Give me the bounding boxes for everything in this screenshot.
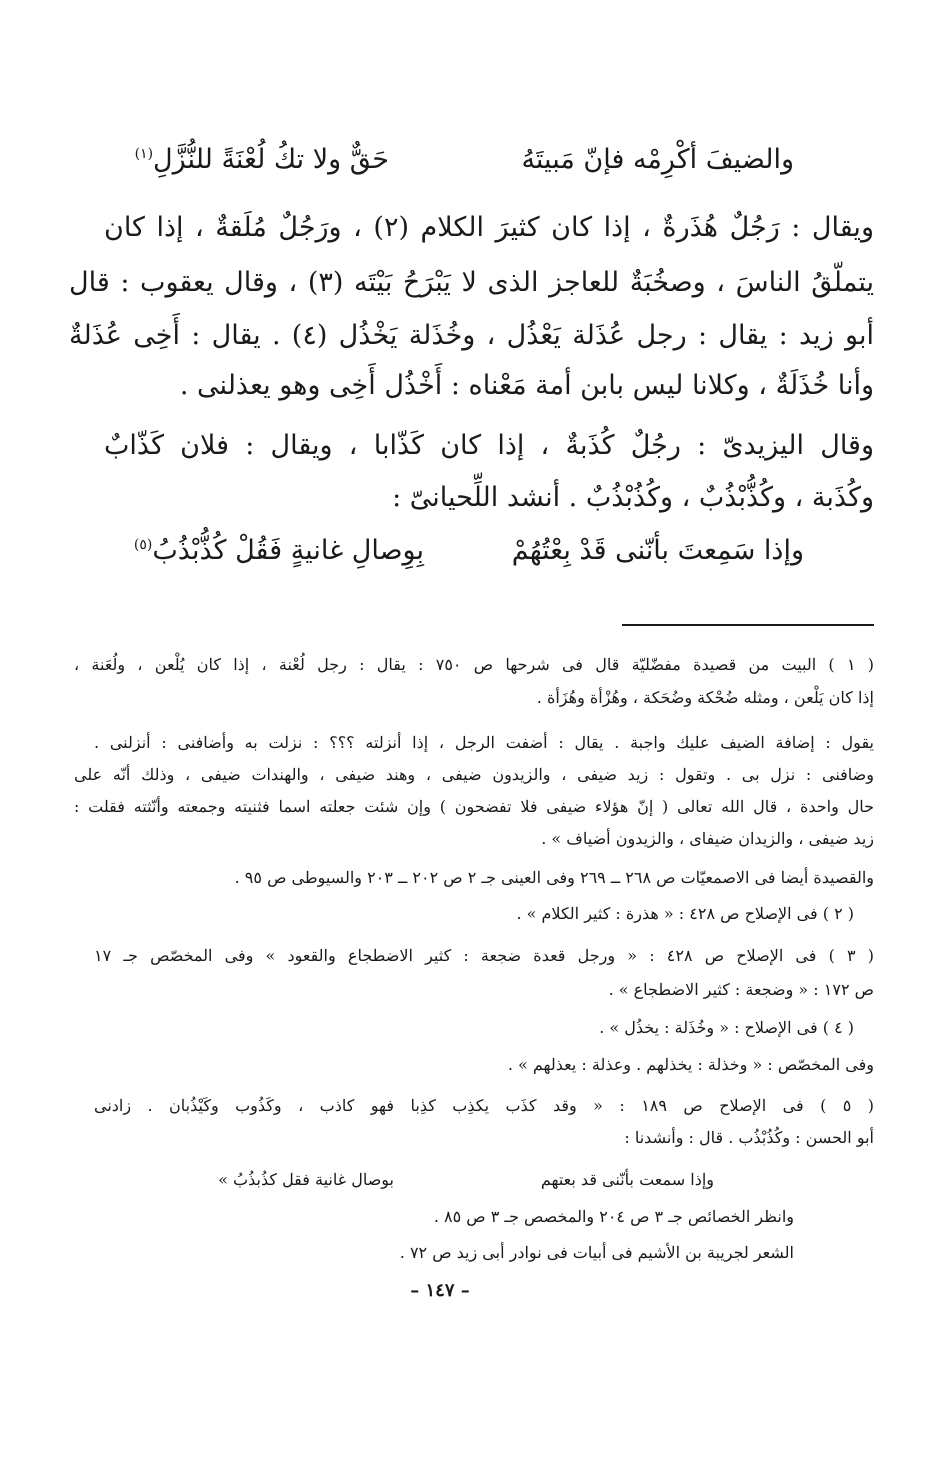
footnote-line: ( ٢ ) فى الإصلاح ص ٤٢٨ : « هذرة : كثير الكلام » . [516, 904, 854, 923]
verse-left-hemistich [135, 144, 389, 175]
footnote-line: الشعر لجريبة بن الأشيم فى أبيات فى نوادر أبى زيد ص ٧٢ . [399, 1243, 794, 1262]
footnote-line: ص ١٧٢ : « وضجعة : كثير الاضطجاع » . [608, 980, 874, 999]
footnote-line: أبو الحسن : وكُذُبْذُب . قال : وأنشدنا : [624, 1128, 874, 1147]
verse-right-hemistich: وإذا سَمِعتَ بأنّنى قَدْ بِعْتُهُمْ [511, 535, 804, 566]
paragraph-line: ويقال : رَجُلٌ هُذَرةٌ ، إذا كان كثيرَ الكلام (٢) ، ورَجُلٌ مُلَقةٌ ، إذا كان [104, 212, 874, 243]
footnote-line: حال واحدة ، قال الله تعالى ( إنّ هؤلاء ضيفى فلا تفضحون ) وإن شئت جعلته اسما فثنيته وجمعته وأنّثته فقلت : [74, 797, 875, 816]
footnote-line: ( ٤ ) فى الإصلاح : « وخُذَلة : يخذُل » . [599, 1018, 854, 1037]
footnote-line: يقول : إضافة الضيف عليك واجبة . يقال : أضفت الرجل ، إذا أنزلته ؟؟؟ : نزلت به وأضافنى : أنزلنى . [94, 733, 874, 752]
page-number: – ١٤٧ – [410, 1280, 470, 1301]
verse-left-hemistich [134, 535, 424, 566]
footnote-line: وضافنى : نزل بى . وتقول : زيد ضيفى ، والزيدون ضيفى ، وهند ضيفى ، والهندات ضيفى ، وذلك أنّه على [74, 765, 874, 784]
verse-right-hemistich: والضيفَ أكْرِمْه فإنّ مَبيتَهُ [521, 144, 794, 175]
paragraph-line: وأنا خُذَلَةٌ ، وكلانا ليس بابن أمة مَعْناه : أَخْذُل أَخِى وهو يعذلنى . [179, 370, 874, 401]
footnote-verse-left: بوصال غانية فقل كذُبذُبُ » [218, 1170, 394, 1189]
footnote-line: زيد ضيفى ، والزيدان ضيفاى ، والزيدون أضياف » . [541, 829, 874, 848]
footnote-line: والقصيدة أيضا فى الاصمعيّات ص ٢٦٨ ــ ٢٦٩ وفى العينى جـ ٢ ص ٢٠٢ ــ ٢٠٣ والسيوطى ص ٩٥ . [234, 868, 874, 887]
paragraph-line: أبو زيد : يقال : رجل عُذَلة يَعْذُل ، وخُذَلة يَخْذُل (٤) . يقال : أَخِى عُذَلةٌ [69, 320, 874, 351]
footnote-separator [622, 624, 874, 626]
footnote-ref: (٥) [133, 537, 153, 553]
footnote-ref: (١) [134, 146, 154, 162]
verse-left-text: بِوِصالِ غانيةٍ فَقُلْ كُذُّبْذُبُ [152, 535, 424, 566]
footnote-line: إذا كان يَلْعن ، ومثله ضُحْكة وضُحَكة ، وهُزْأة وهُزَأة . [536, 688, 874, 707]
paragraph-line: وقال اليزيدىّ : رجُلٌ كُذَبةٌ ، إذا كان كَذّابا ، ويقال : فلان كَذّابٌ [104, 430, 874, 461]
footnote-verse-right: وإذا سمعت بأنّنى قد بعتهم [540, 1170, 714, 1189]
footnote-line: وانظر الخصائص جـ ٣ ص ٢٠٤ والمخصص جـ ٣ ص ٨٥ . [433, 1207, 794, 1226]
paragraph-line: وكُذَبة ، وكُذُّبْذُبٌ ، وكُذُبْذُبٌ . أنشد اللِّحيانىّ : [392, 482, 874, 513]
footnote-line: ( ٥ ) فى الإصلاح ص ١٨٩ : « وقد كذَب يكذِب كذِبا فهو كاذب ، وكَذُوب وكَيْذُبان . زادنى [94, 1096, 874, 1115]
footnote-line: ( ١ ) البيت من قصيدة مفضّليّة قال فى شرحها ص ٧٥٠ : يقال : رجل لُعْنة ، إذا كان يُلْعن ، ولُعَنة ، [74, 655, 875, 674]
verse-left-text: حَقٌّ ولا تكُ لُعْنَةً للنُّزَّلِ [153, 144, 389, 175]
footnote-line: ( ٣ ) فى الإصلاح ص ٤٢٨ : « ورجل قعدة ضجعة : كثير الاضطجاع والقعود » وفى المخصّص جـ ١٧ [94, 946, 875, 965]
paragraph-line: يتملّقُ الناسَ ، وصخُبَةٌ للعاجز الذى لا يَبْرَحُ بَيْتَه (٣) ، وقال يعقوب : قال [69, 267, 874, 298]
footnote-line: وفى المخصّص : « وخذلة : يخذلهم . وعذلة : يعذلهم » . [507, 1055, 874, 1074]
